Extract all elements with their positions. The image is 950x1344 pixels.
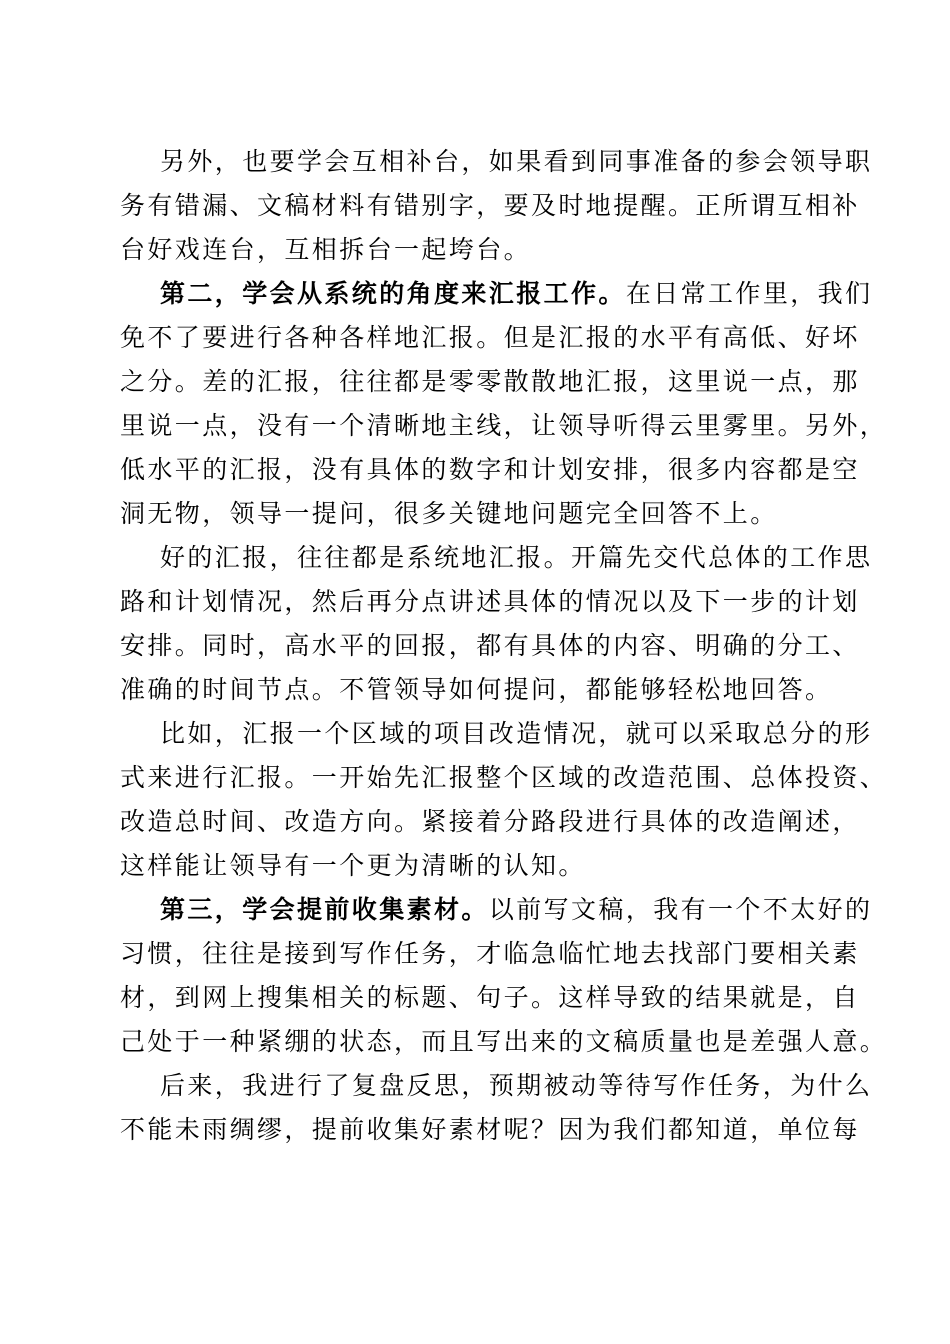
paragraph-line: 式来进行汇报。一开始先汇报整个区域的改造范围、总体投资、	[120, 763, 888, 792]
paragraph-line: 不能未雨绸缪，提前收集好素材呢？因为我们都知道，单位每	[120, 1115, 860, 1144]
section-heading: 第二，学会从系统的角度来汇报工作。	[160, 279, 626, 308]
paragraph-line	[120, 888, 873, 932]
paragraph-line: 洞无物，领导一提问，很多关键地问题完全回答不上。	[120, 499, 778, 528]
paragraph-line: 习惯，往往是接到写作任务，才临急临忙地去找部门要相关素	[120, 939, 860, 968]
paragraph-line: 安排。同时，高水平的回报，都有具体的内容、明确的分工、	[120, 631, 860, 660]
paragraph-line: 材，到网上搜集相关的标题、句子。这样导致的结果就是，自	[120, 983, 860, 1012]
paragraph-line: 这样能让领导有一个更为清晰的认知。	[120, 851, 586, 880]
paragraph-text: 在日常工作里，我们	[625, 279, 873, 308]
paragraph-line: 另外，也要学会互相补台，如果看到同事准备的参会领导职	[160, 147, 873, 176]
paragraph-line: 后来，我进行了复盘反思，预期被动等待写作任务，为什么	[160, 1071, 873, 1100]
paragraph-line: 己处于一种紧绷的状态，而且写出来的文稿质量也是差强人意。	[120, 1027, 888, 1056]
paragraph-line: 改造总时间、改造方向。紧接着分路段进行具体的改造阐述，	[120, 807, 860, 836]
paragraph-line	[120, 272, 873, 316]
paragraph-line: 里说一点，没有一个清晰地主线，让领导听得云里雾里。另外，	[120, 411, 888, 440]
paragraph-line: 准确的时间节点。不管领导如何提问，都能够轻松地回答。	[120, 675, 833, 704]
paragraph-line: 免不了要进行各种各样地汇报。但是汇报的水平有高低、好坏	[120, 323, 860, 352]
paragraph-line: 低水平的汇报，没有具体的数字和计划安排，很多内容都是空	[120, 455, 860, 484]
paragraph-line: 台好戏连台，互相拆台一起垮台。	[120, 235, 532, 264]
paragraph-line: 好的汇报，往往都是系统地汇报。开篇先交代总体的工作思	[160, 543, 873, 572]
paragraph-text: 以前写文稿，我有一个不太好的	[488, 895, 873, 924]
section-heading: 第三，学会提前收集素材。	[160, 895, 489, 924]
paragraph-line: 之分。差的汇报，往往都是零零散散地汇报，这里说一点，那	[120, 367, 860, 396]
paragraph-line: 路和计划情况，然后再分点讲述具体的情况以及下一步的计划	[120, 587, 860, 616]
paragraph-line: 务有错漏、文稿材料有错别字，要及时地提醒。正所谓互相补	[120, 191, 860, 220]
body-text	[120, 140, 888, 1152]
paragraph-line: 比如，汇报一个区域的项目改造情况，就可以采取总分的形	[160, 719, 873, 748]
